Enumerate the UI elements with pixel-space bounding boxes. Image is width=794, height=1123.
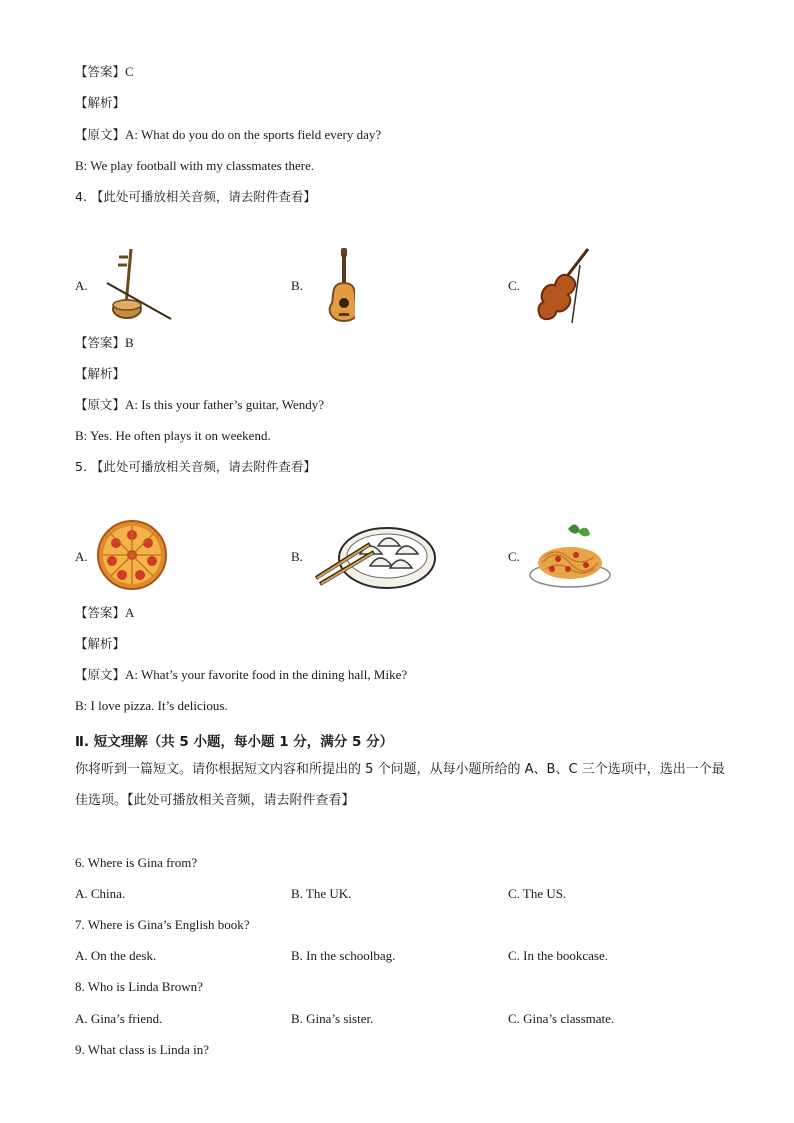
q7-option-a: A. On the desk. (75, 948, 157, 963)
q4-original-b: B: Yes. He often plays it on weekend. (75, 428, 271, 443)
answer-value: C (125, 64, 134, 79)
q5-option-c-label: C. (508, 549, 520, 564)
original-tag: 【原文】 (75, 397, 126, 412)
q4-option-c-label: C. (508, 278, 520, 293)
q8-option-c: C. Gina’s classmate. (508, 1011, 615, 1026)
spaghetti-icon (528, 519, 614, 591)
q5-original-a (75, 667, 407, 683)
dialogue-line: A: What’s your favorite food in the dining hall, Mike? (125, 667, 408, 682)
question-6: 6. Where is Gina from? (75, 855, 198, 870)
q7-option-c: C. In the bookcase. (508, 948, 609, 963)
q5-answer (75, 605, 134, 621)
q5-title: 5. 【此处可播放相关音频，请去附件查看】 (75, 459, 316, 474)
q4-analysis: 【解析】 (75, 366, 126, 381)
dialogue-line: A: Is this your father’s guitar, Wendy? (125, 397, 325, 412)
q4-original-a (75, 397, 324, 413)
q7-option-b: B. In the schoolbag. (291, 948, 396, 963)
q5-option-b-label: B. (291, 549, 303, 564)
question-8: 8. Who is Linda Brown? (75, 979, 203, 994)
answer-value: A (125, 605, 135, 620)
q8-option-a: A. Gina’s friend. (75, 1011, 163, 1026)
q6-option-a: A. China. (75, 886, 126, 901)
section-heading: Ⅱ. 短文理解（共 5 小题，每小题 1 分，满分 5 分） (75, 734, 394, 750)
answer-tag: 【答案】 (75, 335, 126, 350)
dialogue-line: A: What do you do on the sports field every day? (125, 127, 382, 142)
question-7: 7. Where is Gina’s English book? (75, 917, 250, 932)
q4-option-b-label: B. (291, 278, 303, 293)
q6-option-b: B. The UK. (291, 886, 352, 901)
answer-tag: 【答案】 (75, 605, 126, 620)
dumplings-icon (312, 522, 438, 590)
q6-option-c: C. The US. (508, 886, 567, 901)
q4-answer (75, 335, 134, 351)
q3-original-b: B: We play football with my classmates there. (75, 158, 315, 173)
answer-value: B (125, 335, 134, 350)
q3-original-a (75, 127, 381, 143)
q5-original-b: B: I love pizza. It’s delicious. (75, 698, 228, 713)
q5-option-a-label: A. (75, 549, 88, 564)
original-tag: 【原文】 (75, 127, 126, 142)
q4-option-a-label: A. (75, 278, 88, 293)
q8-option-b: B. Gina’s sister. (291, 1011, 374, 1026)
q5-analysis: 【解析】 (75, 636, 126, 651)
original-tag: 【原文】 (75, 667, 126, 682)
guitar-icon (310, 245, 355, 323)
q4-title: 4. 【此处可播放相关音频，请去附件查看】 (75, 189, 316, 204)
violin-icon (528, 245, 593, 325)
answer-tag: 【答案】 (75, 64, 126, 79)
q3-analysis: 【解析】 (75, 95, 126, 110)
question-9: 9. What class is Linda in? (75, 1042, 210, 1057)
pizza-icon (96, 519, 168, 591)
q3-answer (75, 64, 134, 80)
erhu-icon (95, 245, 175, 323)
section-instructions: 你将听到一篇短文。请你根据短文内容和所提出的 5 个问题，从每小题所给的 A、B、C 三个选项中，选出一个最佳选项。【此处可播放相关音频，请去附件查看】 (75, 762, 725, 808)
